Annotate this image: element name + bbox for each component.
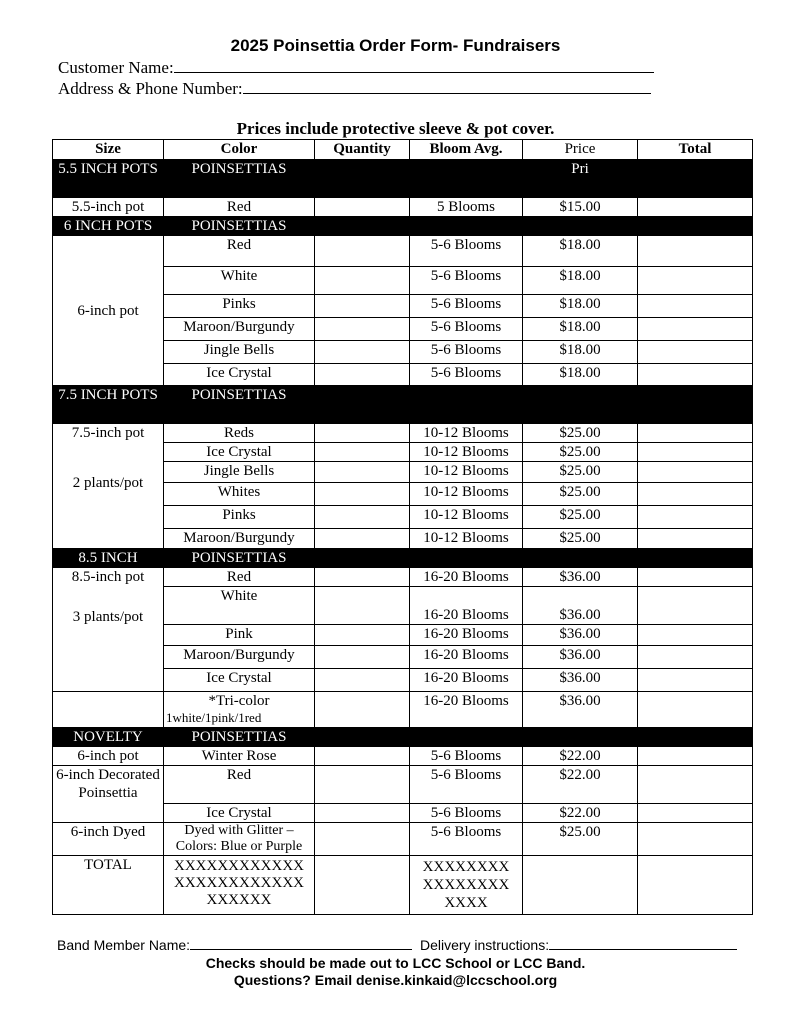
section-type: POINSETTIAS <box>164 160 315 198</box>
size-line-1: 8.5-inch pot <box>71 569 145 585</box>
total-input[interactable] <box>638 529 753 549</box>
quantity-input[interactable] <box>315 646 410 669</box>
price-cell: $22.00 <box>523 766 638 804</box>
price-cell: $36.00 <box>523 587 638 625</box>
section-type: POINSETTIAS <box>164 386 315 424</box>
total-input[interactable] <box>638 587 753 625</box>
total-input[interactable] <box>638 341 753 364</box>
total-input[interactable] <box>638 267 753 295</box>
color-cell: Red <box>164 198 315 217</box>
quantity-input[interactable] <box>315 766 410 804</box>
header-total: Total <box>638 140 753 160</box>
address-phone-label: Address & Phone Number: <box>58 79 243 98</box>
quantity-input[interactable] <box>315 364 410 386</box>
size-line-1: 7.5-inch pot <box>71 425 145 441</box>
bloom-cell: 10-12 Blooms <box>410 424 523 443</box>
footer-band-line <box>57 937 737 953</box>
quantity-input[interactable] <box>315 443 410 462</box>
total-input[interactable] <box>638 692 753 728</box>
color-cell: Ice Crystal <box>164 804 315 823</box>
table-row <box>53 747 753 766</box>
section-header-novelty <box>53 728 753 747</box>
quantity-input[interactable] <box>315 198 410 217</box>
bloom-cell: 16-20 Blooms <box>410 587 523 625</box>
header-row <box>53 140 753 160</box>
color-cell: Ice Crystal <box>164 364 315 386</box>
order-table <box>52 139 753 915</box>
quantity-input[interactable] <box>315 318 410 341</box>
section-price-label: Pri <box>523 160 638 198</box>
tricolor-label: *Tri-color <box>208 693 270 709</box>
quantity-input[interactable] <box>315 529 410 549</box>
quantity-input[interactable] <box>315 267 410 295</box>
color-cell: Red <box>164 568 315 587</box>
bloom-cell: 10-12 Blooms <box>410 483 523 506</box>
bloom-cell: 16-20 Blooms <box>410 646 523 669</box>
header-bloom: Bloom Avg. <box>410 140 523 160</box>
total-input[interactable] <box>638 506 753 529</box>
section-label: 8.5 INCH <box>53 549 164 568</box>
price-cell: $36.00 <box>523 669 638 692</box>
color-cell: Red <box>164 236 315 267</box>
form-title: 2025 Poinsettia Order Form- Fundraisers <box>230 36 561 55</box>
quantity-input[interactable] <box>315 506 410 529</box>
section-header-8-5 <box>53 549 753 568</box>
price-cell: $15.00 <box>523 198 638 217</box>
total-input[interactable] <box>638 766 753 804</box>
bloom-cell: 5 Blooms <box>410 198 523 217</box>
bloom-cell: 16-20 Blooms <box>410 625 523 646</box>
quantity-input[interactable] <box>315 747 410 766</box>
color-cell: Maroon/Burgundy <box>164 318 315 341</box>
bloom-cell: 5-6 Blooms <box>410 295 523 318</box>
table-row <box>53 424 753 443</box>
quantity-input[interactable] <box>315 341 410 364</box>
grand-total-input[interactable] <box>638 856 753 915</box>
color-cell: Pinks <box>164 295 315 318</box>
price-cell: $36.00 <box>523 646 638 669</box>
band-member-line[interactable] <box>190 937 412 950</box>
quantity-input[interactable] <box>315 483 410 506</box>
price-cell: $25.00 <box>523 443 638 462</box>
bloom-cell: 16-20 Blooms <box>410 568 523 587</box>
price-cell: $22.00 <box>523 804 638 823</box>
color-cell: Ice Crystal <box>164 443 315 462</box>
address-phone-field[interactable] <box>58 79 651 99</box>
total-input[interactable] <box>638 804 753 823</box>
total-color-x: XXXXXXXXXXXX XXXXXXXXXXXX XXXXXX <box>164 856 315 915</box>
total-quantity-input[interactable] <box>315 856 410 915</box>
price-cell: $25.00 <box>523 506 638 529</box>
bloom-cell: 5-6 Blooms <box>410 318 523 341</box>
checks-note: Checks should be made out to LCC School or LCC Band. <box>205 955 586 971</box>
total-input[interactable] <box>638 424 753 443</box>
header-size: Size <box>53 140 164 160</box>
price-cell: $22.00 <box>523 747 638 766</box>
price-cell: $36.00 <box>523 568 638 587</box>
quantity-input[interactable] <box>315 462 410 483</box>
customer-name-label: Customer Name: <box>58 58 174 77</box>
table-row <box>53 823 753 856</box>
color-cell <box>164 692 315 728</box>
section-label: NOVELTY <box>53 728 164 747</box>
price-cell: $18.00 <box>523 364 638 386</box>
customer-name-field[interactable] <box>58 58 654 78</box>
total-input[interactable] <box>638 625 753 646</box>
quantity-input[interactable] <box>315 692 410 728</box>
quantity-input[interactable] <box>315 587 410 625</box>
size-line-2: 3 plants/pot <box>72 609 144 625</box>
bloom-cell: 10-12 Blooms <box>410 462 523 483</box>
section-header-7-5 <box>53 386 753 424</box>
total-input[interactable] <box>638 295 753 318</box>
color-cell: Maroon/Burgundy <box>164 529 315 549</box>
color-cell: Ice Crystal <box>164 669 315 692</box>
total-price-input[interactable] <box>523 856 638 915</box>
color-cell: Jingle Bells <box>164 341 315 364</box>
total-input[interactable] <box>638 364 753 386</box>
bloom-cell: 5-6 Blooms <box>410 267 523 295</box>
quantity-input[interactable] <box>315 804 410 823</box>
price-cell: $18.00 <box>523 267 638 295</box>
color-cell: Dyed with Glitter – Colors: Blue or Purple <box>164 823 315 856</box>
bloom-cell: 10-12 Blooms <box>410 443 523 462</box>
section-header-5-5 <box>53 160 753 198</box>
section-label: 5.5 INCH POTS <box>53 160 164 198</box>
total-label: TOTAL <box>53 856 164 915</box>
questions-note: Questions? Email denise.kinkaid@lccschool.org <box>233 972 558 988</box>
total-row <box>53 856 753 915</box>
color-cell: Jingle Bells <box>164 462 315 483</box>
section-label: 7.5 INCH POTS <box>53 386 164 424</box>
header-quantity: Quantity <box>315 140 410 160</box>
section-label: 6 INCH POTS <box>53 217 164 236</box>
bloom-cell: 5-6 Blooms <box>410 364 523 386</box>
size-cell: 6-inch Dyed <box>53 823 164 856</box>
total-bloom-x: XXXXXXXX XXXXXXXX XXXX <box>410 856 523 915</box>
quantity-input[interactable] <box>315 295 410 318</box>
section-type: POINSETTIAS <box>164 217 315 236</box>
price-cell: $25.00 <box>523 823 638 856</box>
bloom-cell: 5-6 Blooms <box>410 236 523 267</box>
size-line-2: 2 plants/pot <box>72 475 144 491</box>
delivery-label: Delivery instructions: <box>419 937 550 953</box>
price-cell: $18.00 <box>523 318 638 341</box>
quantity-input[interactable] <box>315 424 410 443</box>
total-input[interactable] <box>638 483 753 506</box>
quantity-input[interactable] <box>315 823 410 856</box>
table-row <box>53 568 753 587</box>
size-cell: 6-inch pot <box>53 747 164 766</box>
customer-name-line[interactable] <box>174 58 654 73</box>
color-cell: Red <box>164 766 315 804</box>
color-cell: Whites <box>164 483 315 506</box>
size-cell: 5.5-inch pot <box>53 198 164 217</box>
price-cell: $25.00 <box>523 424 638 443</box>
price-cell: $18.00 <box>523 295 638 318</box>
bloom-cell: 5-6 Blooms <box>410 747 523 766</box>
total-input[interactable] <box>638 236 753 267</box>
bloom-cell: 16-20 Blooms <box>410 669 523 692</box>
price-cell: $25.00 <box>523 462 638 483</box>
section-type: POINSETTIAS <box>164 549 315 568</box>
price-cell: $25.00 <box>523 529 638 549</box>
bloom-cell: 16-20 Blooms <box>410 692 523 728</box>
price-cell: $36.00 <box>523 692 638 728</box>
total-input[interactable] <box>638 198 753 217</box>
header-price: Price <box>523 140 638 160</box>
delivery-line[interactable] <box>549 937 737 950</box>
total-input[interactable] <box>638 568 753 587</box>
bloom-cell: 5-6 Blooms <box>410 823 523 856</box>
section-header-6 <box>53 217 753 236</box>
color-cell: White <box>164 267 315 295</box>
bloom-cell: 5-6 Blooms <box>410 766 523 804</box>
total-input[interactable] <box>638 669 753 692</box>
quantity-input[interactable] <box>315 625 410 646</box>
total-input[interactable] <box>638 443 753 462</box>
band-member-label: Band Member Name: <box>57 937 191 953</box>
price-cell: $18.00 <box>523 341 638 364</box>
color-cell: Pinks <box>164 506 315 529</box>
bloom-cell: 5-6 Blooms <box>410 341 523 364</box>
color-cell: Pink <box>164 625 315 646</box>
tricolor-sub: 1white/1pink/1red <box>166 710 262 725</box>
quantity-input[interactable] <box>315 236 410 267</box>
total-input[interactable] <box>638 823 753 856</box>
section-type: POINSETTIAS <box>164 728 315 747</box>
total-input[interactable] <box>638 318 753 341</box>
table-row <box>53 198 753 217</box>
prices-note: Prices include protective sleeve & pot cover. <box>236 119 555 138</box>
quantity-input[interactable] <box>315 669 410 692</box>
price-cell: $18.00 <box>523 236 638 267</box>
color-cell: Reds <box>164 424 315 443</box>
table-row <box>53 766 753 804</box>
size-cell <box>53 424 164 549</box>
quantity-input[interactable] <box>315 568 410 587</box>
header-color: Color <box>164 140 315 160</box>
total-input[interactable] <box>638 646 753 669</box>
color-cell: White <box>164 587 315 625</box>
total-input[interactable] <box>638 747 753 766</box>
bloom-cell: 10-12 Blooms <box>410 529 523 549</box>
color-cell: Winter Rose <box>164 747 315 766</box>
bloom-cell: 10-12 Blooms <box>410 506 523 529</box>
table-row <box>53 236 753 267</box>
address-phone-line[interactable] <box>243 79 651 94</box>
size-cell: 6-inch Decorated Poinsettia <box>53 766 164 823</box>
bloom-cell: 5-6 Blooms <box>410 804 523 823</box>
table-row <box>53 692 753 728</box>
price-cell: $36.00 <box>523 625 638 646</box>
price-cell: $25.00 <box>523 483 638 506</box>
size-cell: 6-inch pot <box>53 236 164 386</box>
color-cell: Maroon/Burgundy <box>164 646 315 669</box>
total-input[interactable] <box>638 462 753 483</box>
size-cell <box>53 568 164 692</box>
